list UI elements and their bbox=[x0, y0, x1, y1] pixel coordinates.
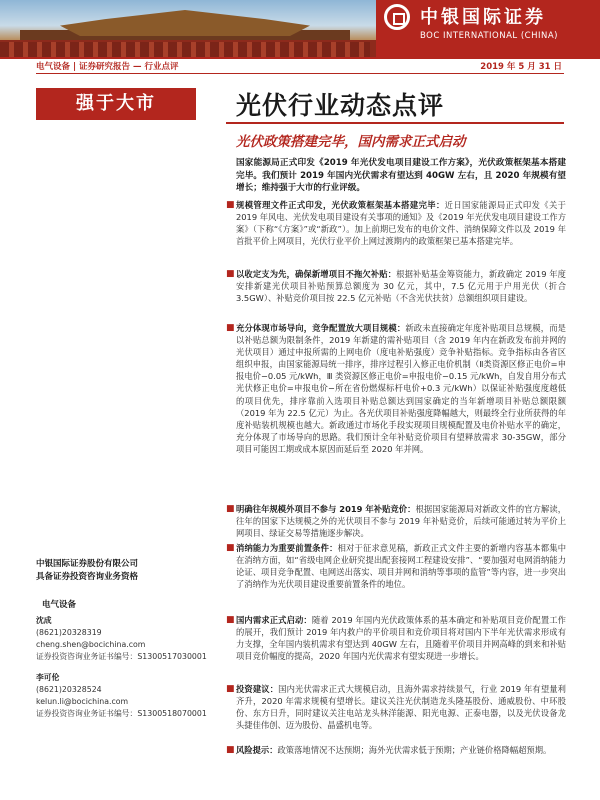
bullet-item bbox=[226, 614, 566, 662]
bullet-item bbox=[226, 744, 566, 756]
bullet-body: 相对于征求意见稿，新政正式文件主要的新增内容基本都集中在消纳方面，如“省级电网企业研究提出配套接网工程建设安排”、“要加强对电网消纳能力论证、项目竞争配置、电网送出落实、项目并网和消纳等事项的监管”等内容，进一步突出了消纳作为光伏项目建设重要前置条件的地位。 bbox=[236, 543, 566, 590]
bullet-heading: 风险提示： bbox=[236, 745, 278, 755]
bullet-body: 新政未直接确定年度补贴项目总规模，而是以补贴总额为限制条件，2019 年新建的需补贴项目（含 2019 年内在新政发布前并网的光伏项目）通过申报所需的上网电价（度电补贴强度）竞争补贴指标。竞争指标由各省区组织申报，由国家能源局统一排序，排序过程引入修正电价机制（Ⅱ类资源区修正电价=申报电价−0.05 元/kWh，Ⅲ 类资源区修正电价=申报电价−0.15 元/kWh，自发自用分布式光伏修正电价=申报电价−所在省份燃煤标杆电价+0.3 元/kWh）以保证补贴强度度越低的项目优先，排序靠前入选项目补贴总额达到国家确定的当年新增项目补贴总额限额（2019 年为 22.5 亿元）为止。各光伏项目补贴强度降幅越大，则最终全行业所获得的年度补贴装机规模也越大。新政通过市场化手段实现项目规模配置及电价补贴水平的确定，充分体现了市场导向的思路。我们预计全年补贴竞价项目有望释放需求 30-35GW，部分项目可能因工期或成本原因而延后至 2020 年并网。 bbox=[236, 323, 566, 454]
bullet-marker-icon: ■ bbox=[226, 269, 235, 279]
analyst-phone: (8621)20328524 bbox=[36, 685, 102, 694]
bullet-item bbox=[226, 322, 566, 455]
bullet-body: 政策落地情况不达预期；海外光伏需求低于预期；产业链价格降幅超预期。 bbox=[277, 745, 552, 755]
category-divider bbox=[36, 73, 564, 74]
bullet-heading: 明确往年规模外项目不参与 2019 年补贴竞价： bbox=[236, 504, 416, 514]
bullet-marker-icon: ■ bbox=[226, 543, 235, 553]
palace-roof bbox=[60, 10, 310, 36]
bullet-body: 随着 2019 年国内光伏政策体系的基本确定和补贴项目竞价配置工作的展开，我们预计 2019 年内救户的平价项目和竞价项目将对国内下半年光伏需求形成有力支撑，全年国内装机需求有望达到 40GW 左右，且随着平价项目并网高峰的到来和补贴项目竞价幅度的提高，2020 年国内光伏需求有望实现进一步增长。 bbox=[236, 615, 566, 662]
analyst-cert: 证券投资咨询业务证书编号：S1300517030001 bbox=[36, 652, 207, 661]
bullet-marker-icon: ■ bbox=[226, 323, 235, 333]
logo-cn-text: 中银国际证券 bbox=[420, 7, 546, 28]
bullet-heading: 消纳能力为重要前置条件： bbox=[236, 543, 338, 553]
bullet-marker-icon: ■ bbox=[226, 615, 235, 625]
analyst-card bbox=[36, 615, 226, 663]
analyst-name: 李可伦 bbox=[36, 673, 60, 682]
bullet-body: 近日国家能源局正式印发《关于 2019 年风电、光伏发电项目建设有关事项的通知》及《2019 年光伏发电项目建设工作方案》（下称“《方案》”或“新政”）。加上前期已发布的电价文件、消纳保障文件以及 2019 年首批平价上网项目，光伏行业平价上网过渡期内的政策框架已基本搭建完毕。 bbox=[236, 200, 566, 247]
report-date: 2019 年 5 月 31 日 bbox=[480, 62, 562, 72]
bullet-body: 国内光伏需求正式大规模启动，且海外需求持续景气，行业 2019 年有望量利齐升，2020 年需求规模有望增长。建议关注光伏制造龙头隆基股份、通威股份、中环股份、东方日升，同时建议关注电站龙头林洋能源、阳光电源、正泰电器，以及光伏设备龙头捷佳伟创、迈为股份、晶盛机电等。 bbox=[236, 684, 566, 731]
bullet-item bbox=[226, 683, 566, 731]
bullet-heading: 国内需求正式启动： bbox=[236, 615, 312, 625]
bullet-item bbox=[226, 199, 566, 247]
bullet-body: 根据国家能源局对新政文件的官方解读，往年的国家下达规模之外的光伏项目不参与 2019 年补贴竞价，后续可能通过转为平价上网项目、绿证交易等措施逐步解决。 bbox=[236, 504, 566, 539]
sector-label: 电气设备 bbox=[42, 600, 77, 610]
analyst-email[interactable]: cheng.shen@bocichina.com bbox=[36, 640, 146, 649]
header-banner bbox=[0, 0, 600, 57]
boci-logo bbox=[376, 0, 600, 57]
title-divider bbox=[226, 122, 564, 124]
bullet-marker-icon: ■ bbox=[226, 200, 235, 210]
analyst-card bbox=[36, 672, 226, 720]
boc-emblem-icon bbox=[384, 4, 410, 30]
lead-summary: 国家能源局正式印发《2019 年光伏发电项目建设工作方案》，光伏政策框架基本搭建完毕。我们预计 2019 年国内光伏需求有望达到 40GW 左右，且 2020 年规模有望增长；维持强于大市的行业评级。 bbox=[236, 158, 566, 193]
analyst-cert: 证券投资咨询业务证书编号：S1300518070001 bbox=[36, 709, 207, 718]
analyst-email[interactable]: kelun.li@bocichina.com bbox=[36, 697, 129, 706]
palace-columns bbox=[0, 42, 370, 57]
bullet-marker-icon: ■ bbox=[226, 745, 235, 755]
bullet-marker-icon: ■ bbox=[226, 684, 235, 694]
bullet-heading: 充分体现市场导向，竞争配置放大项目规模： bbox=[236, 323, 406, 333]
bullet-item bbox=[226, 268, 566, 304]
bullet-item bbox=[226, 542, 566, 590]
header-divider bbox=[0, 57, 600, 59]
bullet-heading: 规模管理文件正式印发，光伏政策框架基本搭建完毕： bbox=[236, 200, 445, 210]
analyst-name: 沈成 bbox=[36, 616, 52, 625]
bullet-heading: 以收定支为先，确保新增项目不拖欠补贴： bbox=[236, 269, 397, 279]
rating-badge: 强于大市 bbox=[36, 88, 196, 120]
bullet-item bbox=[226, 503, 566, 539]
report-subtitle: 光伏政策搭建完毕，国内需求正式启动 bbox=[236, 134, 466, 150]
company-info: 中银国际证券股份有限公司 具备证券投资咨询业务资格 bbox=[36, 559, 139, 582]
report-category: 电气设备 | 证券研究报告 — 行业点评 bbox=[36, 62, 179, 72]
report-title: 光伏行业动态点评 bbox=[236, 91, 445, 120]
logo-en-text: BOC INTERNATIONAL (CHINA) bbox=[420, 31, 558, 41]
bullet-body: 根据补贴基金筹资能力，新政确定 2019 年度安排新建光伏项目补贴预算总额度为 30 亿元，其中，7.5 亿元用于户用光伏（折合 3.5GW）、补贴竞价项目按 22.5 亿元补贴（不含光伏扶贫）总额组织项目建设。 bbox=[236, 269, 566, 304]
bullet-heading: 投资建议： bbox=[236, 684, 279, 694]
analyst-phone: (8621)20328319 bbox=[36, 628, 102, 637]
bullet-marker-icon: ■ bbox=[226, 504, 235, 514]
